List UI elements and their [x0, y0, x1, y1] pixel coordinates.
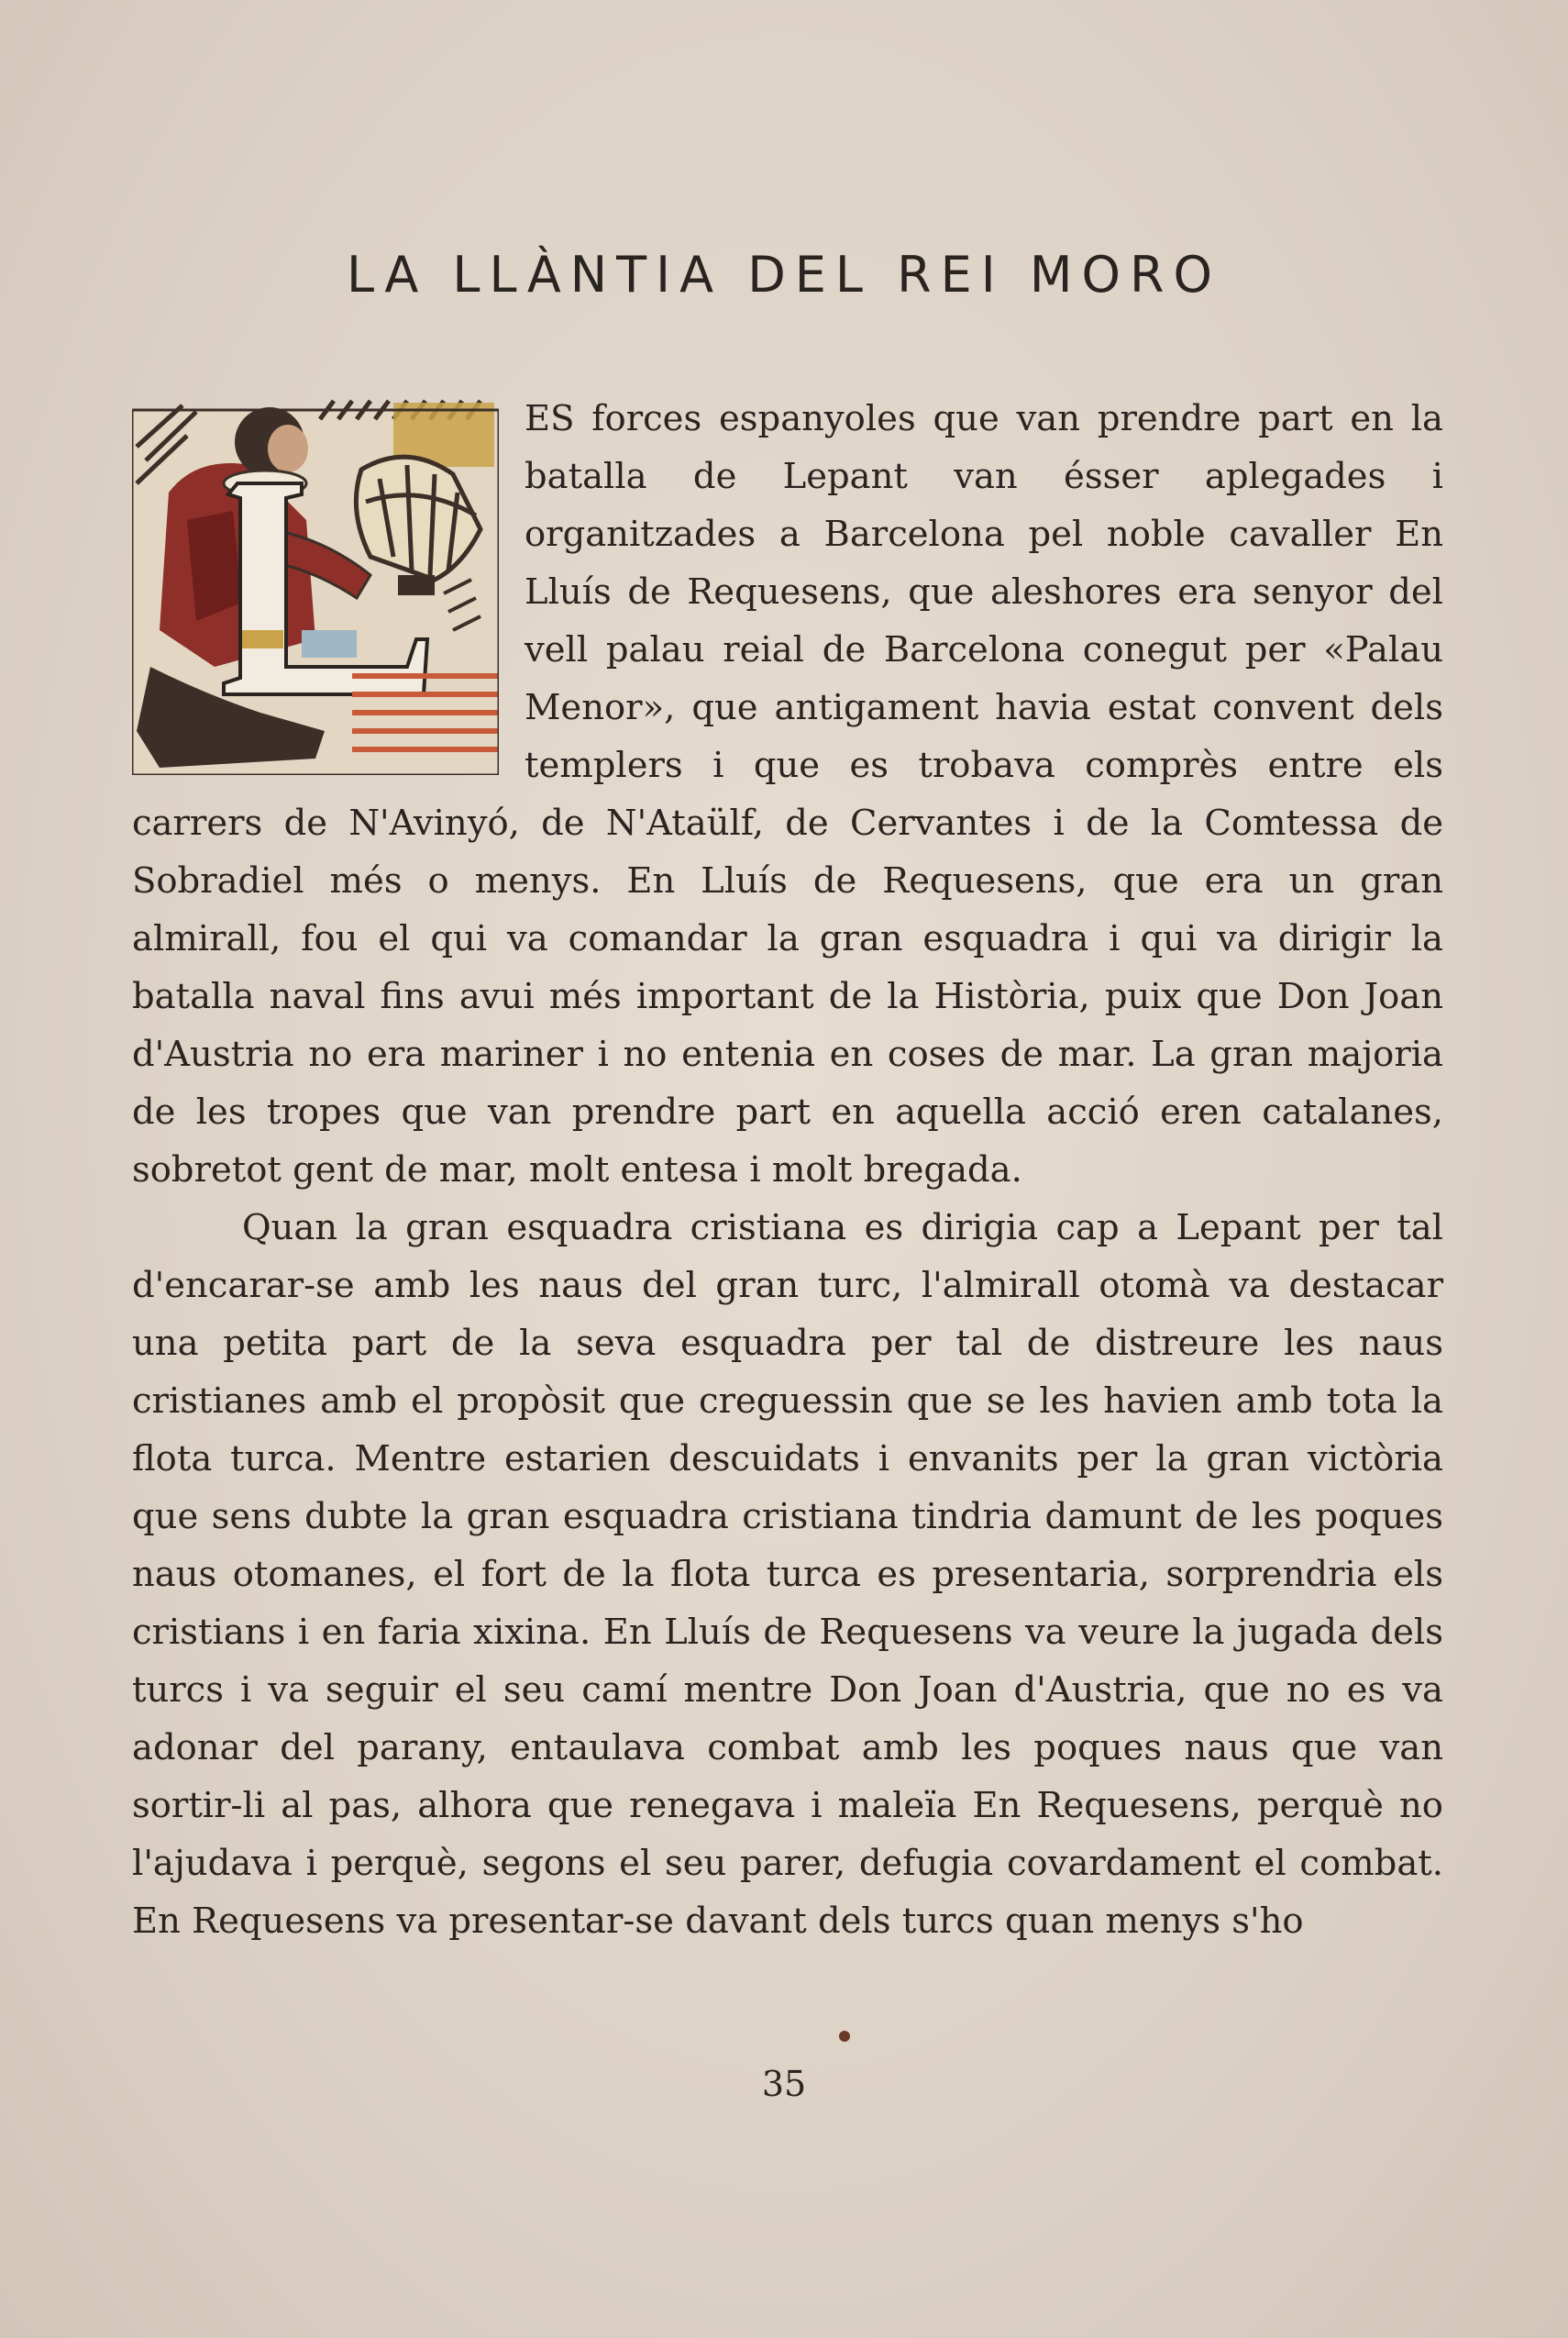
- paragraph: ES forces espanyoles que van prendre part en la batalla de Lepant van ésser aplegades i organitzades a Barcelona pel noble cavaller En Lluís de Requesens, que aleshores era senyor del vell palau reial de Barcelona conegut per «Palau Menor», que antigament havia estat convent dels templers i que es trobava comprès entre els carrers de N'Avinyó, de N'Ataülf, de Cervantes i de la Comtessa de Sobradiel més o menys. En Lluís de Requesens, que era un gran almirall, fou el qui va comandar la gran esquadra i qui va dirigir la batalla naval fins avui més important de la Història, puix que Don Joan d'Austria no era mariner i no entenia en coses de mar. La gran majoria de les tropes que van prendre part en aquella acció eren catalanes, sobretot gent de mar, molt entesa i molt bregada.: [132, 398, 1443, 1191]
- paper-speck: [839, 2031, 850, 2042]
- chapter-body: [132, 390, 1443, 1950]
- page-number: 35: [761, 2064, 807, 2104]
- paragraph: Quan la gran esquadra cristiana es dirigia cap a Lepant per tal d'encarar-se amb les naus del gran turc, l'almirall otomà va destacar una petita part de la seva esquadra per tal de distreure les naus cristianes amb el propòsit que creguessin que se les havien amb tota la flota turca. Mentre estarien descuidats i envanits per la gran victòria que sens dubte la gran esquadra cristiana tindria damunt de les poques naus otomanes, el fort de la flota turca es presentaria, sorprendria els cristians i en faria xixina. En Lluís de Requesens va veure la jugada dels turcs i va seguir el seu camí mentre Don Joan d'Austria, que no es va adonar del parany, entaulava combat amb les poques naus que van sortir-li al pas, alhora que renegava i maleïa En Requesens, perquè no l'ajudava i perquè, segons el seu parer, defugia covardament el combat. En Requesens va presentar-se davant dels turcs quan menys s'ho: [132, 1207, 1443, 1942]
- woodcut-initial-letter-illustration: [132, 392, 499, 775]
- chapter-title: LA LLÀNTIA DEL REI MORO: [347, 246, 1221, 304]
